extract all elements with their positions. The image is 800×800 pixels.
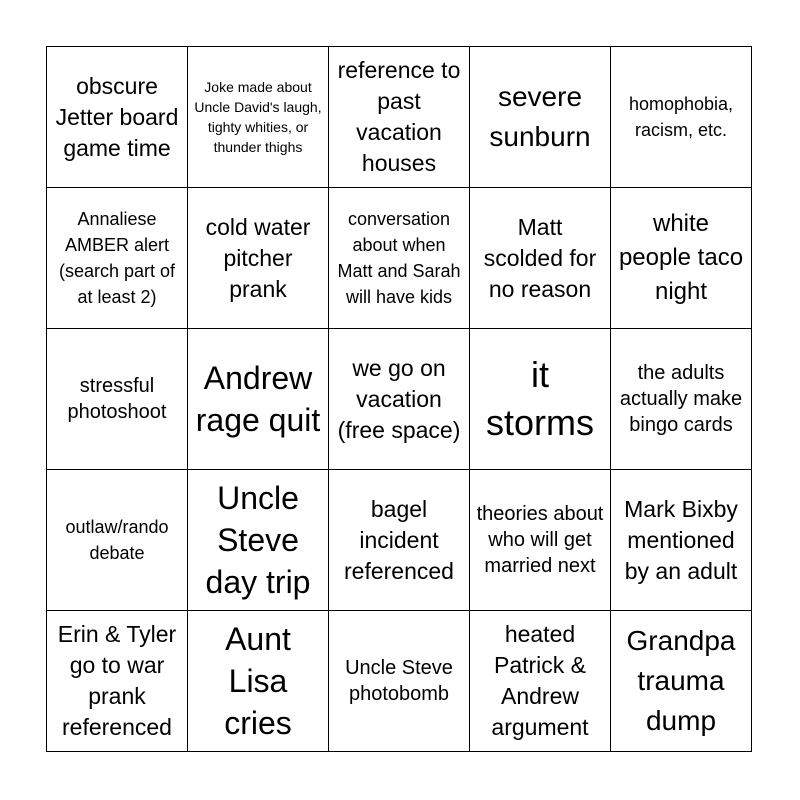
bingo-cell[interactable] [47,329,188,470]
bingo-cell[interactable] [188,611,329,752]
bingo-cell-text: outlaw/rando debate [65,517,169,563]
bingo-cell[interactable] [470,611,611,752]
bingo-cell-text: Matt scolded for no reason [483,213,597,302]
bingo-cell[interactable] [47,470,188,611]
bingo-cell[interactable] [470,47,611,188]
bingo-cell-text: reference to past vacation houses [337,57,461,176]
bingo-cell-text: severe sunburn [489,81,591,152]
bingo-cell[interactable] [470,329,611,470]
bingo-cell-text: Uncle Steve photobomb [345,657,453,705]
bingo-cell[interactable] [47,188,188,329]
bingo-cell-text: homophobia, racism, etc. [628,94,734,140]
bingo-cell[interactable] [329,470,470,611]
bingo-cell-text: theories about who will get married next [476,503,604,577]
bingo-cell[interactable] [329,188,470,329]
bingo-cell[interactable] [611,329,752,470]
bingo-cell-text: we go on vacation (free space) [337,354,461,443]
bingo-cell[interactable] [329,47,470,188]
bingo-cell-text: bagel incident referenced [344,495,454,584]
bingo-cell[interactable] [188,470,329,611]
bingo-cell[interactable] [470,470,611,611]
bingo-cell[interactable] [47,611,188,752]
bingo-cell-text: the adults actually make bingo cards [619,362,743,436]
bingo-cell-text: cold water pitcher prank [205,213,311,302]
bingo-board [46,46,752,752]
bingo-cell[interactable] [611,188,752,329]
bingo-cell-text: Aunt Lisa cries [224,621,292,741]
bingo-cell-text: obscure Jetter board game time [55,72,179,161]
bingo-cell[interactable] [611,47,752,188]
bingo-cell[interactable] [47,47,188,188]
bingo-cell[interactable] [188,47,329,188]
bingo-cell-text: Mark Bixby mentioned by an adult [624,495,738,584]
bingo-cell-text: heated Patrick & Andrew argument [491,621,589,740]
bingo-cell-text: white people taco night [618,210,744,305]
bingo-cell-text: Erin & Tyler go to war prank referenced [57,621,177,740]
bingo-cell[interactable] [611,611,752,752]
bingo-cell-text: stressful photoshoot [67,375,167,423]
bingo-cell[interactable] [611,470,752,611]
bingo-cell-text: conversation about when Matt and Sarah will have kids [337,209,461,307]
bingo-cell[interactable] [188,188,329,329]
bingo-cell-text: it storms [486,354,594,443]
bingo-cell-text: Uncle Steve day trip [205,480,311,600]
bingo-cell-text: Andrew rage quit [195,360,321,438]
bingo-cell[interactable] [470,188,611,329]
bingo-cell[interactable] [329,611,470,752]
bingo-cell-text: Annaliese AMBER alert (search part of at least 2) [58,209,176,307]
bingo-cell[interactable] [329,329,470,470]
bingo-cell-text: Joke made about Uncle David's laugh, tighty whities, or thunder thighs [194,79,322,155]
bingo-cell-text: Grandpa trauma dump [626,625,736,736]
bingo-cell[interactable] [188,329,329,470]
